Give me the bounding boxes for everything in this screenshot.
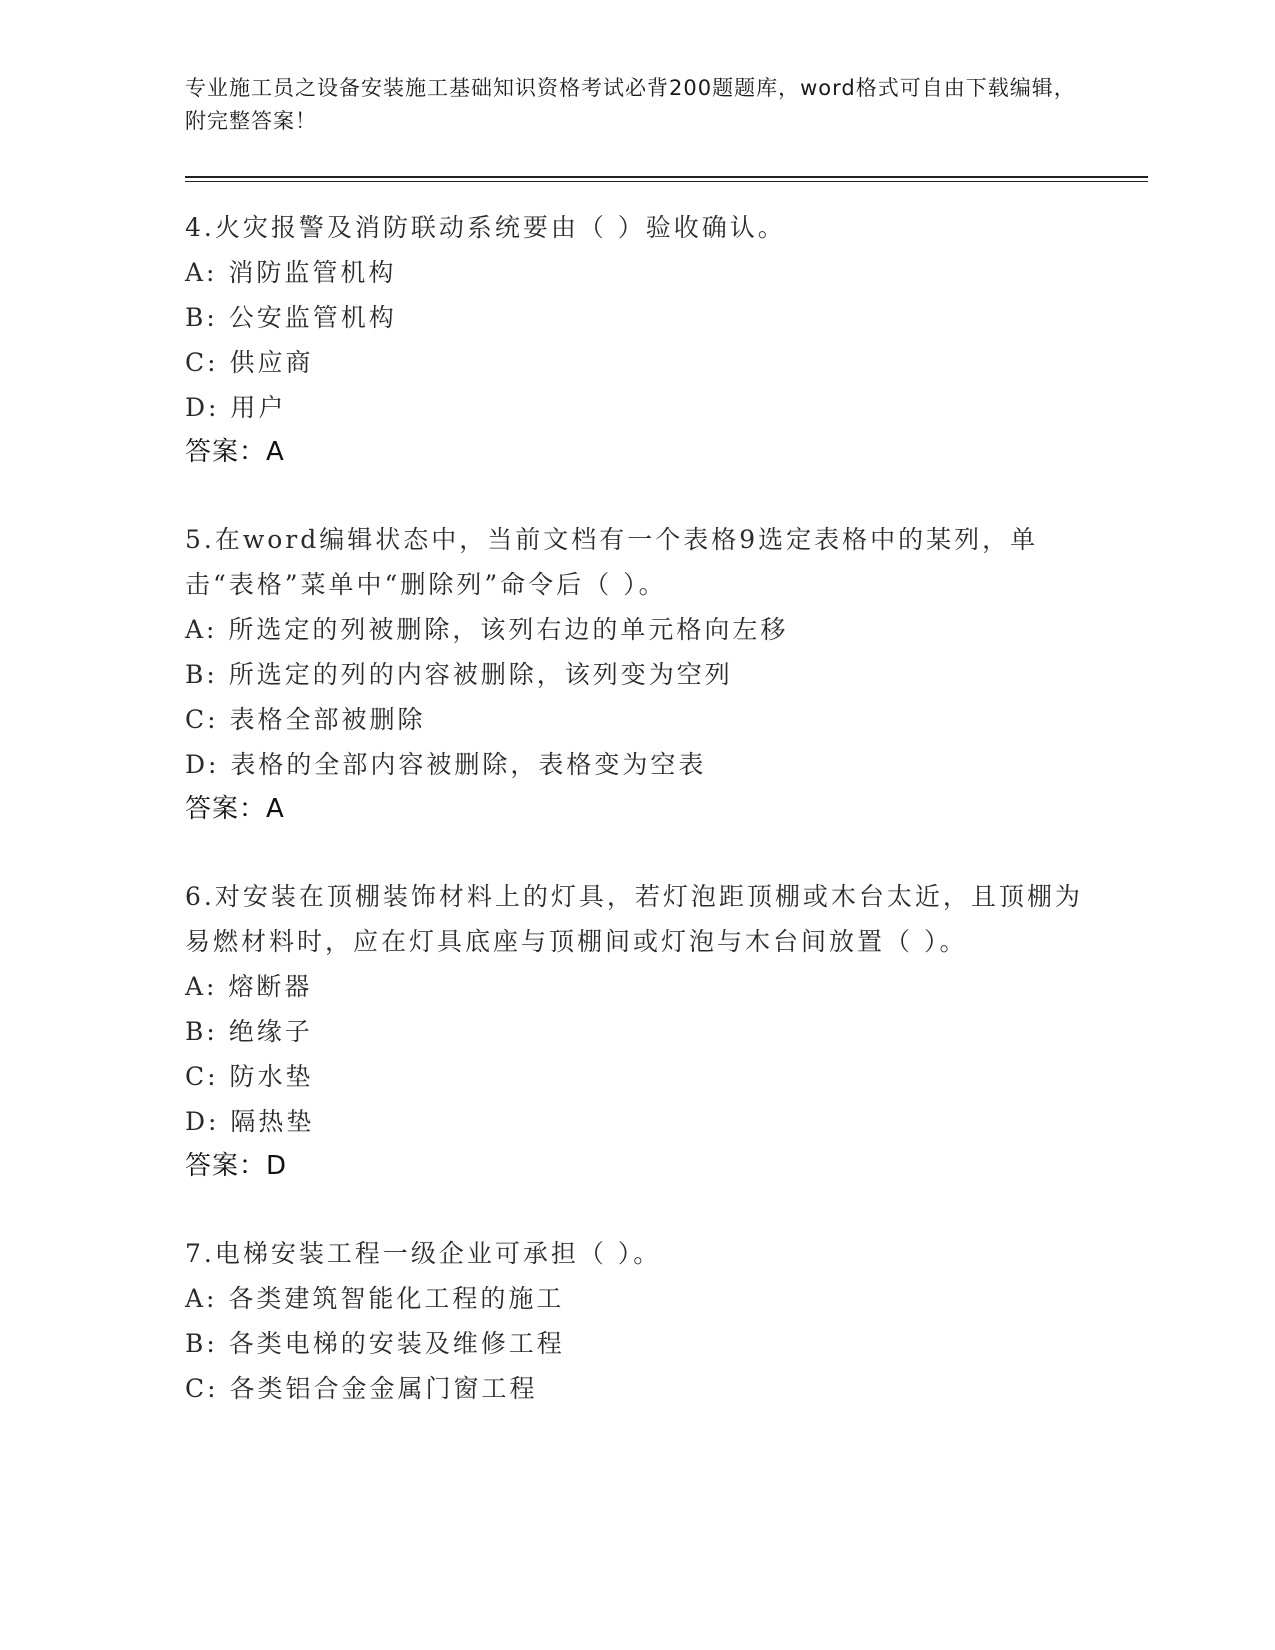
option-b: B: 所选定的列的内容被删除，该列变为空列 bbox=[185, 660, 733, 689]
option-c: C: 表格全部被删除 bbox=[185, 705, 426, 734]
question-4 bbox=[185, 205, 1085, 475]
option-d: D: 用户 bbox=[185, 393, 287, 422]
answer-line: 答案：A bbox=[185, 437, 285, 467]
header-divider-thick bbox=[185, 176, 1148, 178]
option-d: D: 表格的全部内容被删除，表格变为空表 bbox=[185, 750, 707, 779]
header-divider-thin bbox=[185, 181, 1148, 182]
question-5 bbox=[185, 517, 1085, 832]
option-c: C: 各类铝合金金属门窗工程 bbox=[185, 1374, 538, 1403]
option-b: B: 公安监管机构 bbox=[185, 303, 397, 332]
option-d: D: 隔热垫 bbox=[185, 1107, 315, 1136]
question-stem: 7.电梯安装工程一级企业可承担（ ）。 bbox=[185, 1239, 662, 1268]
answer-line: 答案：A bbox=[185, 794, 285, 824]
question-stem: 6.对安装在顶棚装饰材料上的灯具，若灯泡距顶棚或木台太近，且顶棚为易燃材料时，应在灯具底座与顶棚间或灯泡与木台间放置（ ）。 bbox=[185, 882, 1083, 956]
option-a: A: 熔断器 bbox=[185, 972, 313, 1001]
option-c: C: 防水垫 bbox=[185, 1062, 314, 1091]
option-b: B: 绝缘子 bbox=[185, 1017, 313, 1046]
question-list bbox=[185, 205, 1085, 1453]
question-stem: 4.火灾报警及消防联动系统要由（ ）验收确认。 bbox=[185, 213, 786, 242]
option-a: A: 所选定的列被删除，该列右边的单元格向左移 bbox=[185, 615, 789, 644]
option-a: A: 各类建筑智能化工程的施工 bbox=[185, 1284, 565, 1313]
document-header: 专业施工员之设备安装施工基础知识资格考试必背200题题库，word格式可自由下载编辑，附完整答案！ bbox=[185, 76, 1076, 133]
answer-line: 答案：D bbox=[185, 1151, 288, 1181]
question-7 bbox=[185, 1231, 1085, 1411]
option-c: C: 供应商 bbox=[185, 348, 314, 377]
question-6 bbox=[185, 874, 1085, 1189]
option-a: A: 消防监管机构 bbox=[185, 258, 397, 287]
question-stem: 5.在word编辑状态中，当前文档有一个表格9选定表格中的某列，单击“表格”菜单中“删除列”命令后（ ）。 bbox=[185, 525, 1039, 599]
option-b: B: 各类电梯的安装及维修工程 bbox=[185, 1329, 565, 1358]
